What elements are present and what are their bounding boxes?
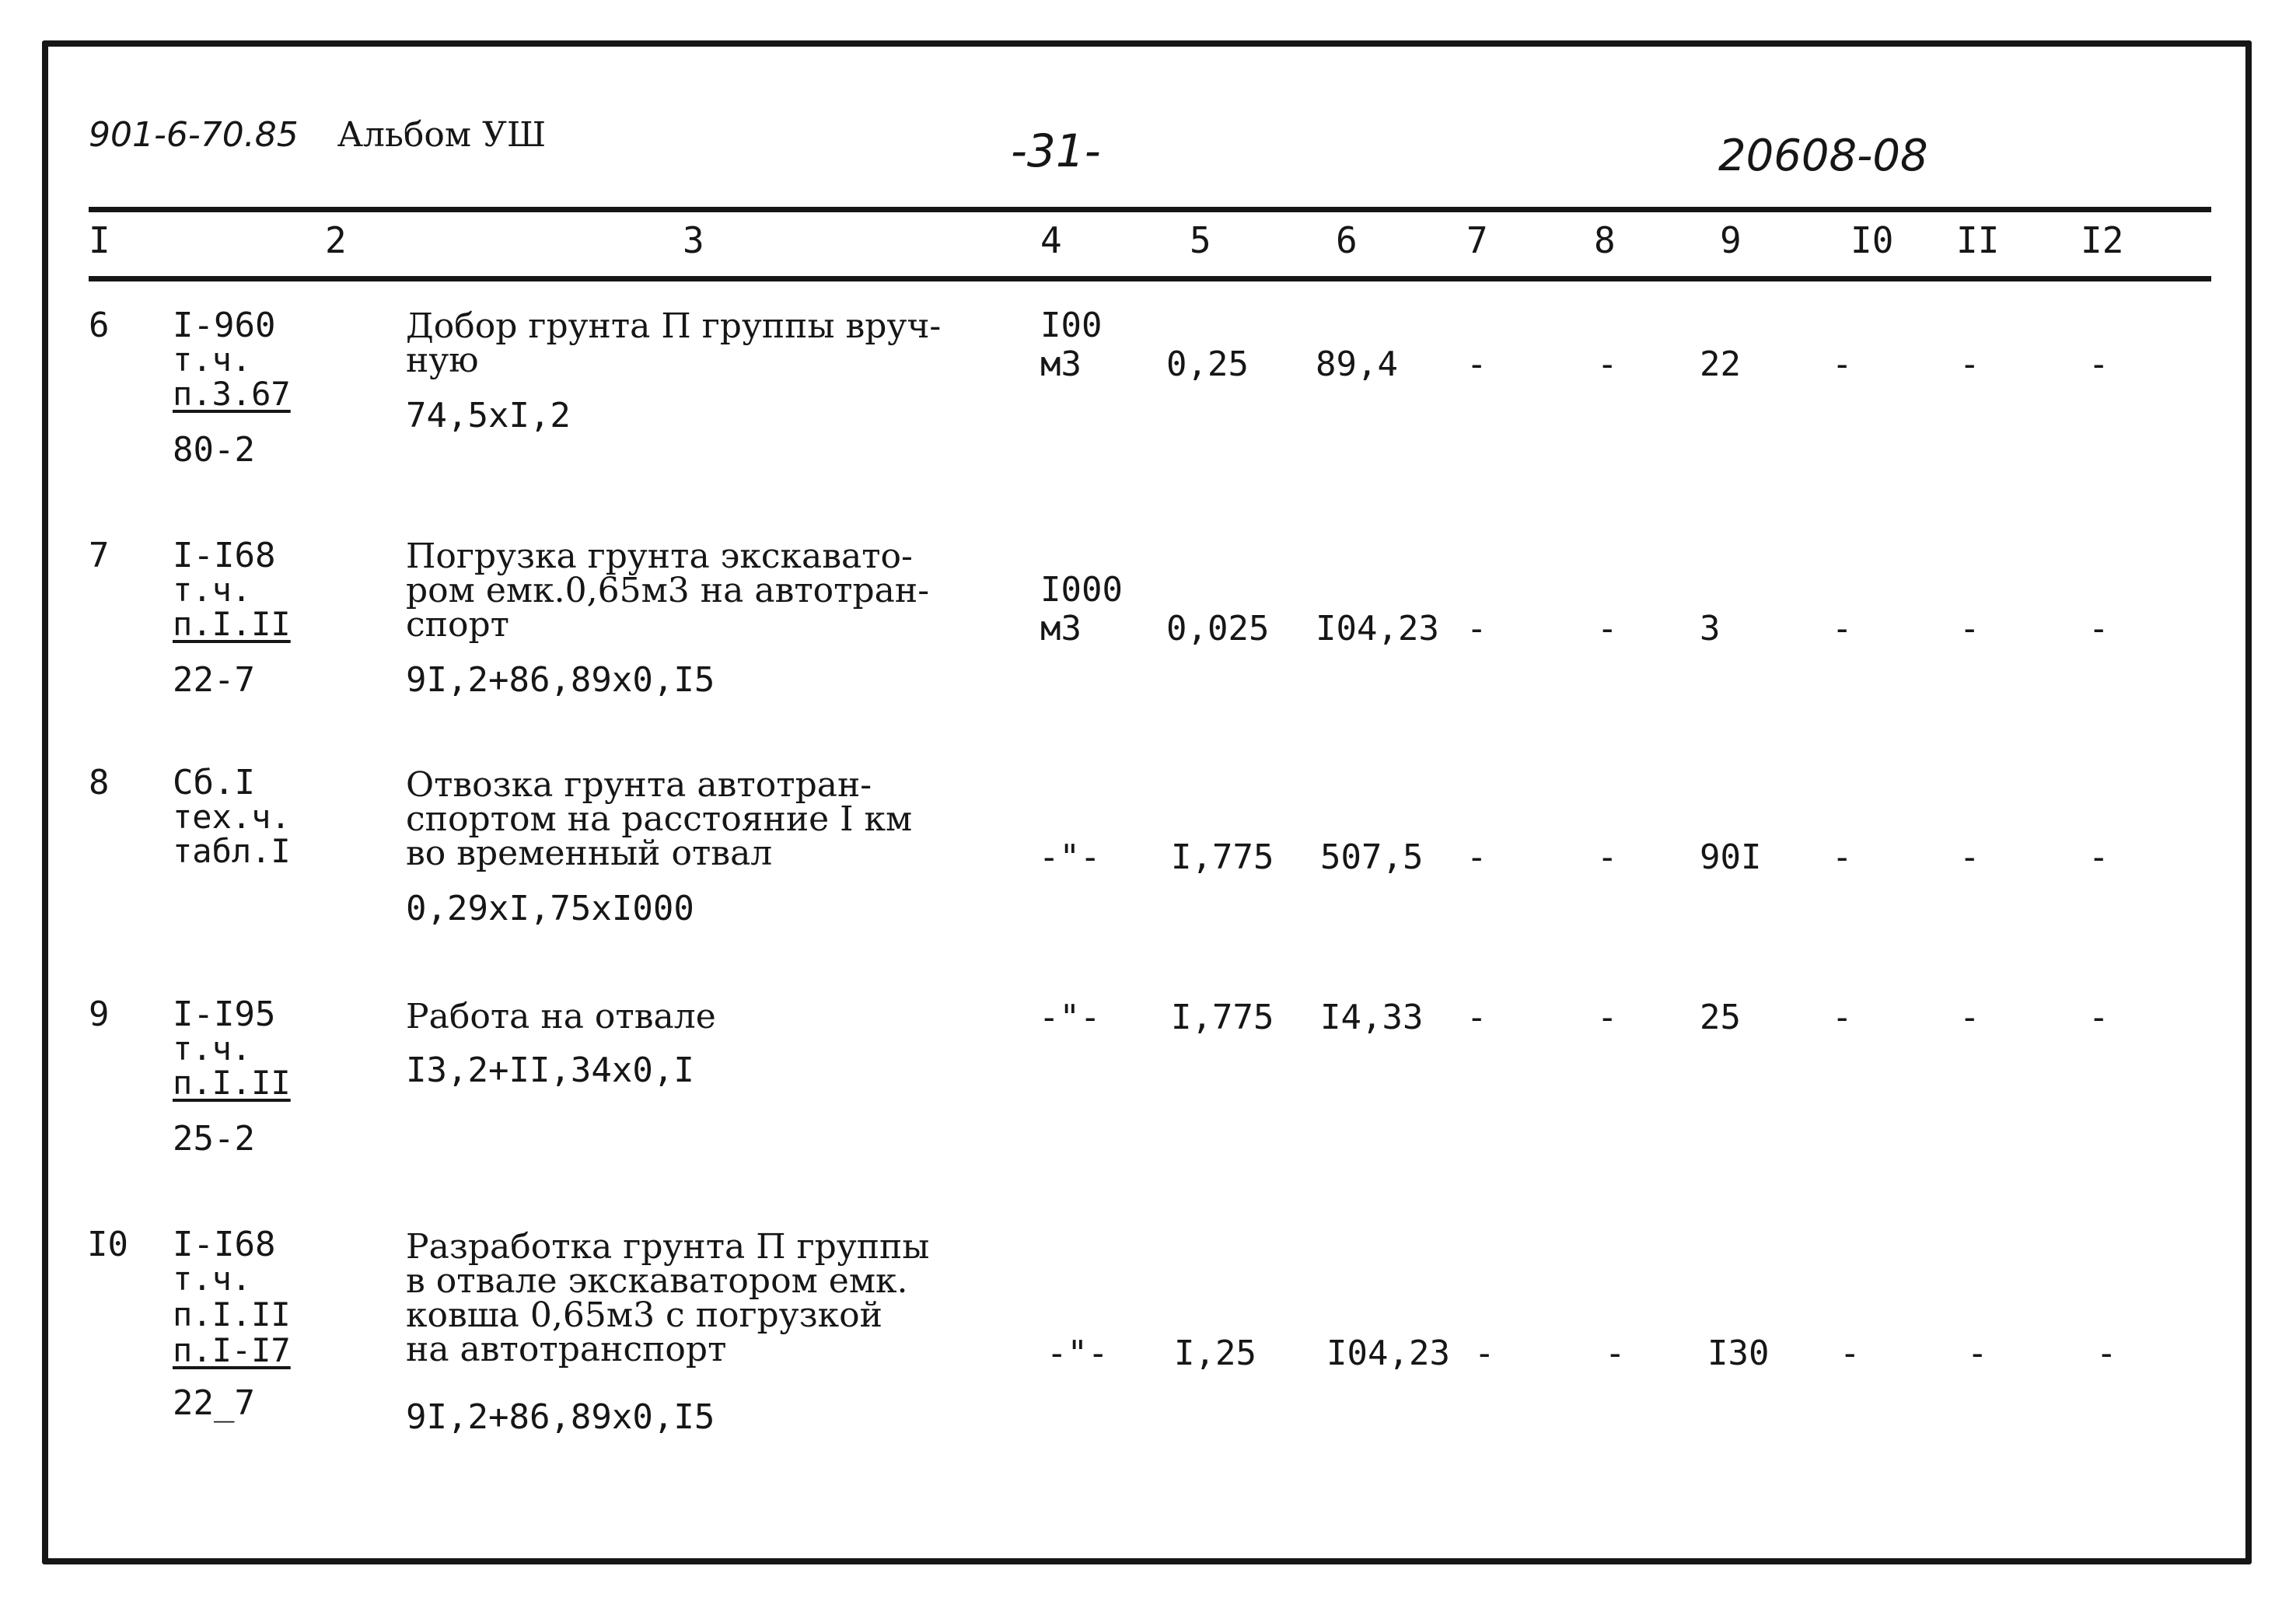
value-col11: -	[1959, 998, 1980, 1037]
value-col9: I30	[1707, 1334, 1770, 1373]
formula: 9I,2+86,89x0,I5	[406, 1397, 715, 1437]
value-col9: 22	[1700, 344, 1741, 384]
ref-code: тех.ч.	[173, 798, 291, 836]
value-col7: -	[1466, 998, 1487, 1037]
unit: -"-	[1047, 1334, 1109, 1373]
quantity: I,775	[1171, 837, 1274, 877]
value-col6: I4,33	[1320, 998, 1424, 1037]
unit: I000	[1040, 570, 1123, 610]
unit: I00	[1040, 306, 1103, 345]
work-description: ром емк.0,65м3 на автотран-	[406, 571, 930, 610]
header-rule-top	[89, 207, 2211, 212]
value-col10: -	[1832, 609, 1853, 648]
column-header-5: 5	[1190, 219, 1211, 261]
ref-code: I-I68	[173, 1225, 276, 1264]
ref-code: 25-2	[173, 1119, 255, 1159]
work-description: в отвале экскаватором емк.	[406, 1261, 908, 1301]
value-col10: -	[1840, 1334, 1861, 1373]
value-col9: 3	[1700, 609, 1721, 648]
value-col6: 507,5	[1320, 837, 1424, 877]
value-col9: 25	[1700, 998, 1741, 1037]
ref-code: I-960	[173, 306, 276, 345]
sheet-number: 20608-08	[1718, 131, 1928, 181]
header-rule-bottom	[89, 276, 2211, 281]
value-col10: -	[1832, 837, 1853, 877]
quantity: 0,25	[1166, 344, 1249, 384]
work-description: Разработка грунта П группы	[406, 1227, 930, 1267]
formula: 9I,2+86,89x0,I5	[406, 660, 715, 700]
column-header-12: I2	[2081, 219, 2124, 261]
column-header-3: 3	[683, 219, 704, 261]
value-col8: -	[1597, 998, 1618, 1037]
value-col11: -	[1959, 609, 1980, 648]
value-col11: -	[1967, 1334, 1988, 1373]
work-description: на автотранспорт	[406, 1330, 727, 1369]
column-header-1: I	[89, 219, 110, 261]
value-col8: -	[1605, 1334, 1626, 1373]
value-col7: -	[1466, 344, 1487, 384]
ref-code: т.ч.	[173, 1029, 252, 1068]
value-col9: 90I	[1700, 837, 1762, 877]
page-frame	[42, 40, 2252, 1564]
unit: -"-	[1039, 998, 1101, 1037]
formula: 74,5xI,2	[406, 396, 571, 435]
ref-code: I-I68	[173, 536, 276, 575]
work-description: ную	[406, 341, 479, 380]
work-description: Отвозка грунта автотран-	[406, 765, 872, 805]
value-col11: -	[1959, 837, 1980, 877]
unit: -"-	[1039, 837, 1101, 877]
value-col6: I04,23	[1326, 1334, 1450, 1373]
ref-code: т.ч.	[173, 341, 252, 379]
row-number: 6	[89, 306, 110, 345]
formula: 0,29xI,75xI000	[406, 889, 694, 928]
quantity: I,775	[1171, 998, 1274, 1037]
value-col6: I04,23	[1316, 609, 1439, 648]
value-col8: -	[1597, 609, 1618, 648]
quantity: I,25	[1174, 1334, 1256, 1373]
ref-code: Сб.I	[173, 763, 255, 802]
work-description: Погрузка грунта экскавато-	[406, 537, 913, 576]
ref-code: I-I95	[173, 995, 276, 1034]
ref-code: табл.I	[173, 832, 291, 870]
document-header	[89, 115, 546, 155]
column-header-10: I0	[1850, 219, 1894, 261]
ref-code: т.ч.	[173, 571, 252, 609]
column-header-8: 8	[1594, 219, 1616, 261]
page-number: -31-	[1011, 124, 1101, 177]
value-col10: -	[1832, 344, 1853, 384]
value-col8: -	[1597, 344, 1618, 384]
row-number: 9	[89, 995, 110, 1034]
value-col7: -	[1474, 1334, 1495, 1373]
column-header-2: 2	[325, 219, 347, 261]
quantity: 0,025	[1166, 609, 1270, 648]
value-col11: -	[1959, 344, 1980, 384]
work-description: спортом на расстояние I км	[406, 799, 913, 839]
work-description: Добор грунта П группы вруч-	[406, 306, 942, 346]
ref-code: 22_7	[173, 1383, 255, 1423]
unit: м3	[1040, 609, 1082, 648]
column-header-9: 9	[1720, 219, 1742, 261]
value-col7: -	[1466, 837, 1487, 877]
column-header-6: 6	[1336, 219, 1358, 261]
work-description: ковша 0,65м3 с погрузкой	[406, 1295, 882, 1335]
ref-code: 80-2	[173, 430, 255, 470]
work-description: во временный отвал	[406, 834, 773, 873]
value-col12: -	[2088, 837, 2109, 877]
value-col12: -	[2088, 998, 2109, 1037]
value-col10: -	[1832, 998, 1853, 1037]
album-label: Альбом УШ	[337, 115, 547, 155]
row-number: 7	[89, 536, 110, 575]
column-header-4: 4	[1040, 219, 1062, 261]
work-description: Работа на отвале	[406, 997, 716, 1036]
value-col7: -	[1466, 609, 1487, 648]
row-number: 8	[89, 763, 110, 802]
ref-code: п.I-I7	[173, 1331, 291, 1369]
value-col8: -	[1597, 837, 1618, 877]
formula: I3,2+II,34x0,I	[406, 1050, 694, 1090]
column-header-7: 7	[1466, 219, 1488, 261]
value-col12: -	[2096, 1334, 2117, 1373]
ref-code: п.3.67	[173, 375, 291, 413]
ref-code: 22-7	[173, 660, 255, 700]
unit: м3	[1040, 344, 1082, 384]
ref-code: п.I.II	[173, 1295, 291, 1334]
ref-code: п.I.II	[173, 605, 291, 643]
value-col12: -	[2088, 609, 2109, 648]
row-number: I0	[87, 1225, 128, 1264]
work-description: спорт	[406, 605, 509, 645]
doc-code: 901-6-70.85	[89, 115, 299, 155]
ref-code: т.ч.	[173, 1260, 252, 1298]
ref-code: п.I.II	[173, 1064, 291, 1102]
column-header-11: II	[1956, 219, 2000, 261]
value-col12: -	[2088, 344, 2109, 384]
value-col6: 89,4	[1316, 344, 1398, 384]
